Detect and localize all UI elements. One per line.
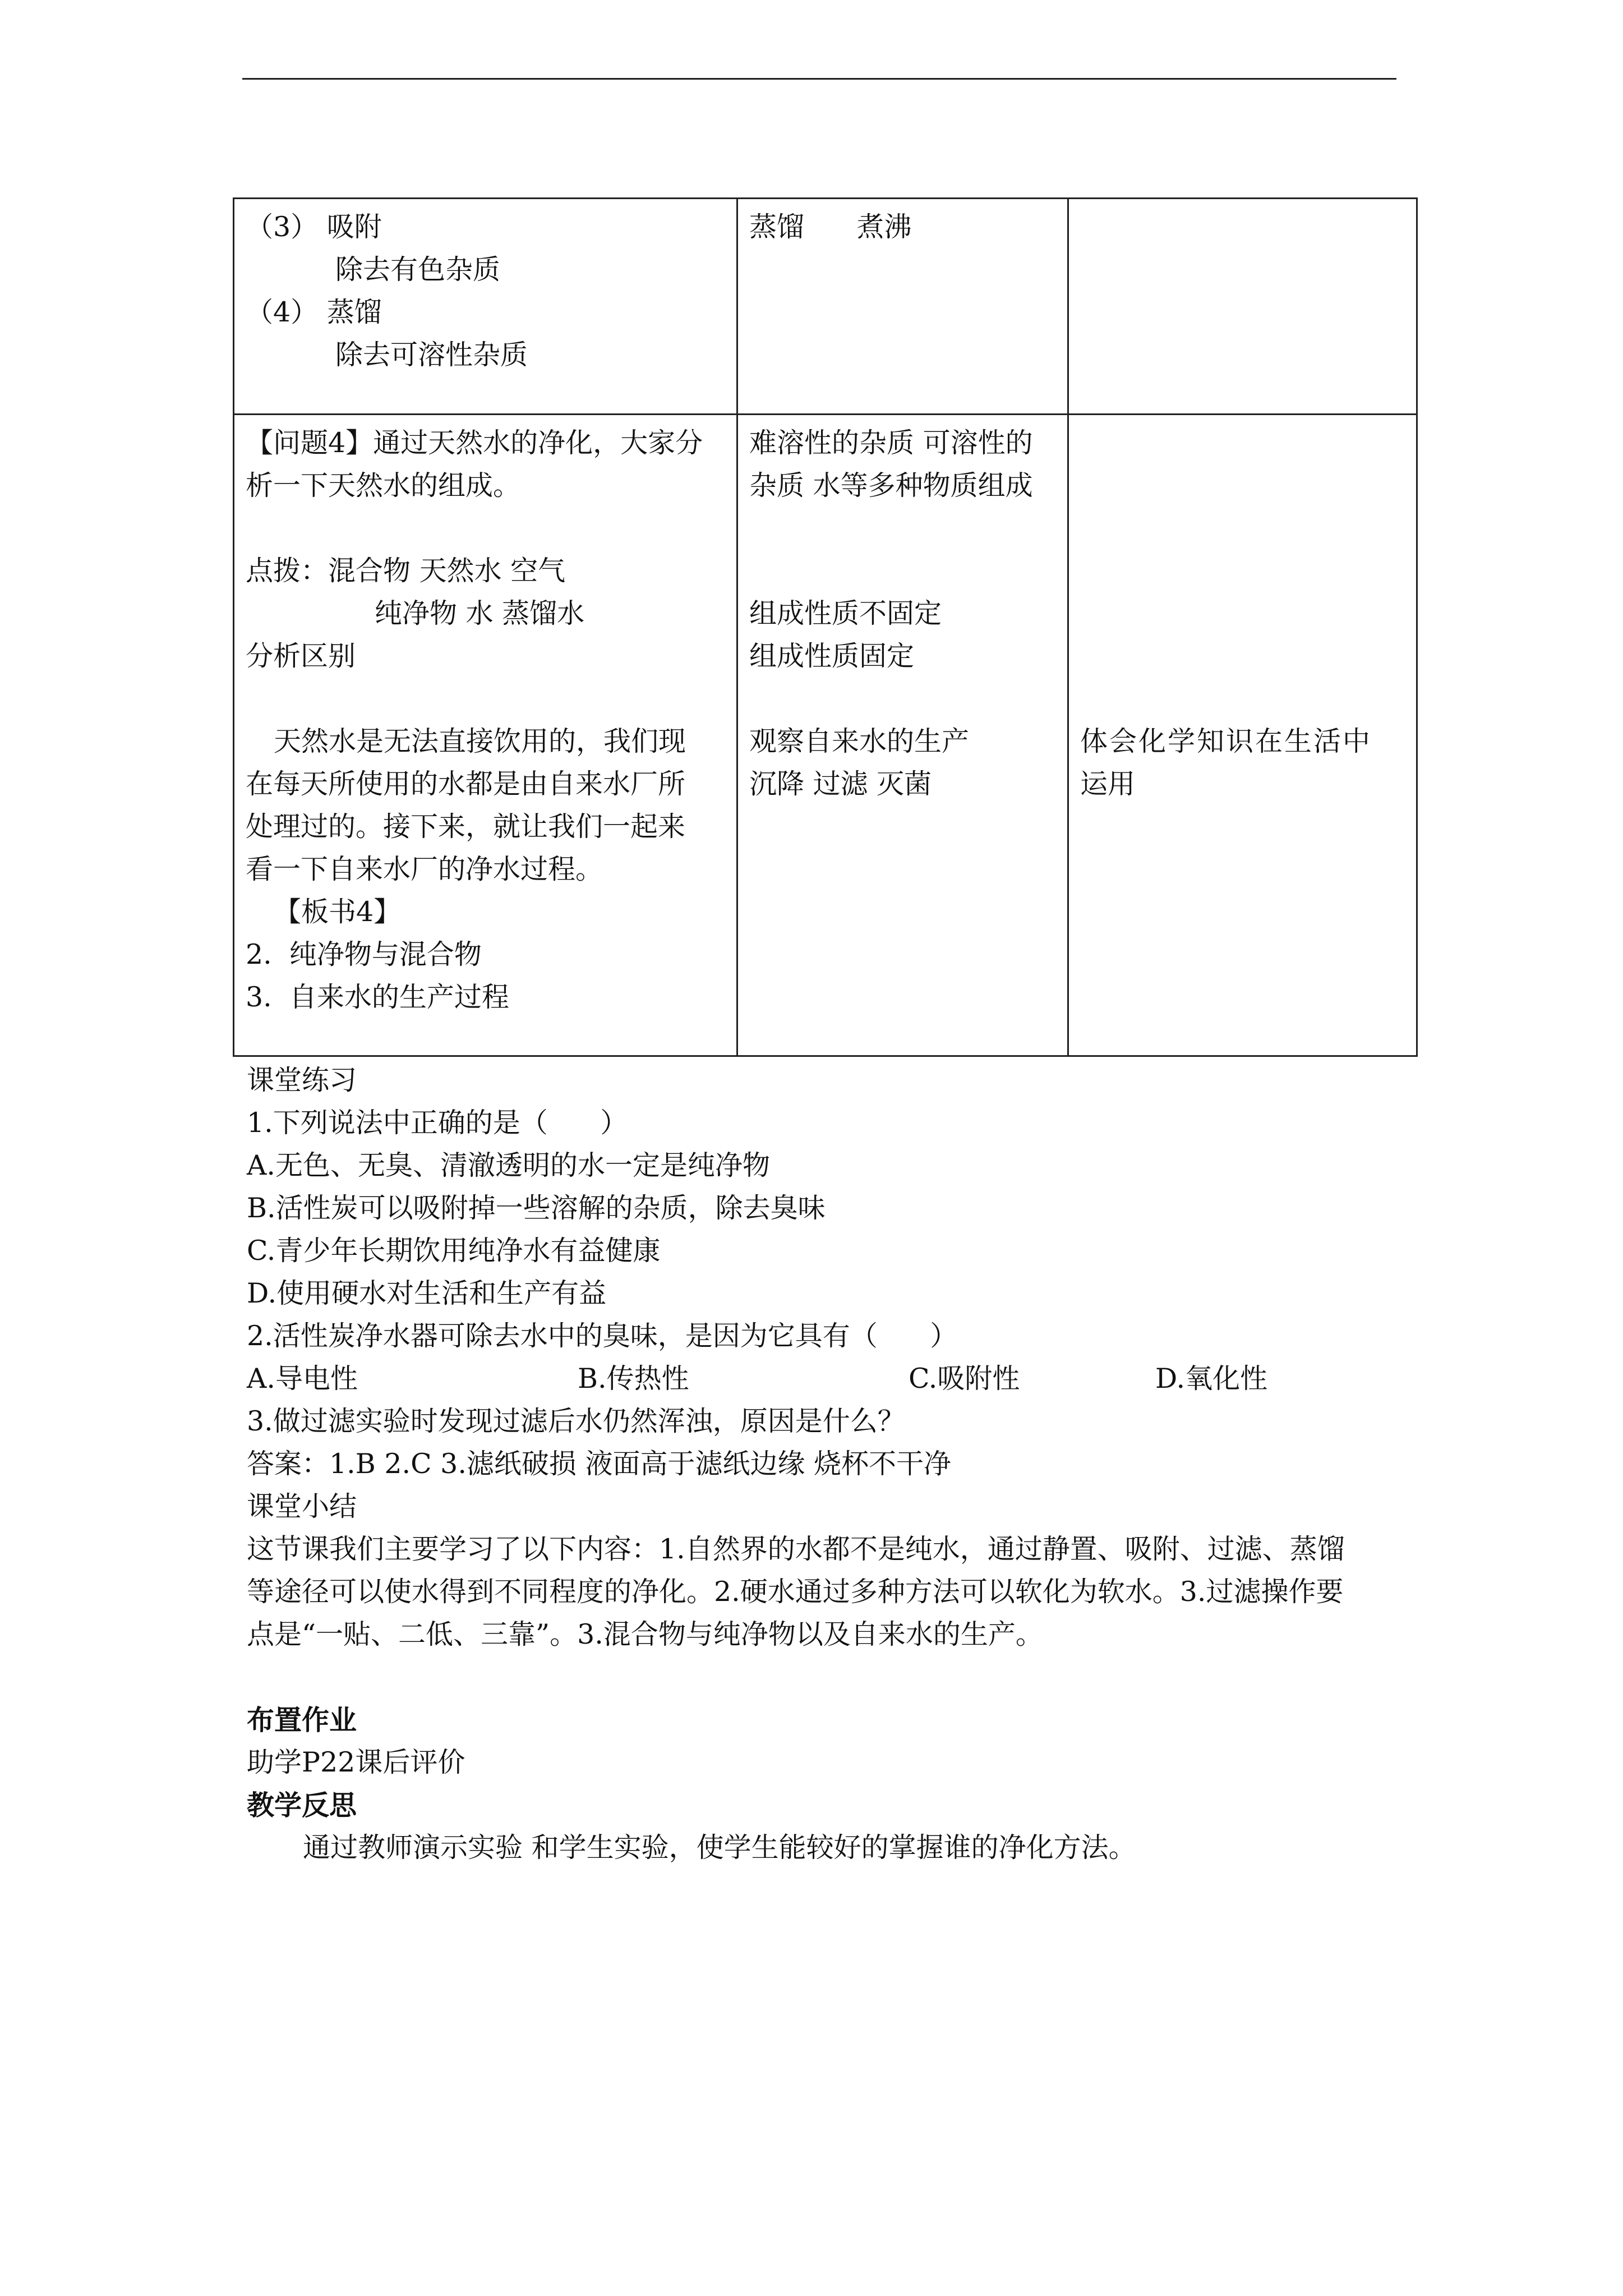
- hint-compare: 分析区别: [246, 640, 356, 672]
- tap-water-intro-4: 看一下自来水厂的净水过程。: [246, 853, 603, 885]
- lesson-body: [247, 1059, 1408, 1869]
- summary-line-1: 这节课我们主要学习了以下内容：1.自然界的水都不是纯水，通过静置、吸附、过滤、蒸馏: [247, 1533, 1345, 1565]
- design-intent-cell: [1068, 199, 1417, 415]
- board-item-3: 3. 自来水的生产过程: [246, 981, 509, 1013]
- homework-title: 布置作业: [247, 1704, 357, 1736]
- question-4: 【问题4】通过天然水的净化，大家分: [246, 427, 703, 459]
- composition-answer: 难溶性的杂质 可溶性的: [749, 427, 1033, 459]
- design-intent-cont: 运用: [1080, 768, 1136, 800]
- student-activity-cell: [737, 415, 1068, 1056]
- question-2-option-b: B.传热性: [578, 1363, 689, 1395]
- hint-pure: 纯净物 水 蒸馏水: [375, 597, 585, 629]
- step-adsorption: （3） 吸附: [246, 211, 382, 243]
- homework-text: 助学P22课后评价: [247, 1746, 465, 1778]
- tap-water-intro: 天然水是无法直接饮用的，我们现: [274, 725, 686, 757]
- reflection-title: 教学反思: [247, 1789, 357, 1821]
- question-1-option-d: D.使用硬水对生活和生产有益: [247, 1277, 607, 1309]
- step-distillation-purpose: 除去可溶性杂质: [335, 339, 528, 371]
- question-2-options: [247, 1358, 1408, 1400]
- board-item-2: 2. 纯净物与混合物: [246, 938, 482, 970]
- mixture-property: 组成性质不固定: [749, 597, 942, 629]
- teacher-activity-cell: [234, 415, 737, 1056]
- header-rule: [242, 78, 1396, 80]
- tap-water-intro-3: 处理过的。接下来，就让我们一起来: [246, 811, 686, 843]
- reflection-text: 通过教师演示实验 和学生实验，使学生能较好的掌握谁的净化方法。: [303, 1832, 1136, 1864]
- exercise-title: 课堂练习: [247, 1064, 357, 1096]
- question-1-option-b: B.活性炭可以吸附掉一些溶解的杂质，除去臭味: [247, 1192, 826, 1224]
- answer-key: 答案：1.B 2.C 3.滤纸破损 液面高于滤纸边缘 烧杯不干净: [247, 1448, 952, 1480]
- teacher-activity-cell: [234, 199, 737, 415]
- observe-tap-water: 观察自来水的生产: [749, 725, 970, 757]
- tap-water-intro-2: 在每天所使用的水都是由自来水厂所: [246, 768, 686, 800]
- hint-mixture: 点拨：混合物 天然水 空气: [246, 555, 566, 587]
- table-row: [234, 415, 1417, 1056]
- summary-line-3: 点是“一贴、二低、三靠”。3.混合物与纯净物以及自来水的生产。: [247, 1618, 1043, 1650]
- step-adsorption-purpose: 除去有色杂质: [335, 254, 501, 286]
- board-note-4: 【板书4】: [274, 896, 402, 928]
- question-2-option-c: C.吸附性: [909, 1363, 1020, 1395]
- table-row: [234, 199, 1417, 415]
- question-1: 1.下列说法中正确的是（ ）: [247, 1107, 628, 1139]
- question-3: 3.做过滤实验时发现过滤后水仍然浑浊，原因是什么？: [247, 1405, 905, 1437]
- design-intent: 体会化学知识在生活中: [1080, 725, 1372, 757]
- student-answer: 蒸馏 煮沸: [749, 211, 912, 243]
- question-2-option-d: D.氧化性: [1155, 1363, 1268, 1395]
- question-2-option-a: A.导电性: [247, 1363, 358, 1395]
- summary-title: 课堂小结: [247, 1490, 357, 1522]
- question-1-option-c: C.青少年长期饮用纯净水有益健康: [247, 1235, 661, 1267]
- step-distillation: （4） 蒸馏: [246, 296, 382, 328]
- question-4-cont: 析一下天然水的组成。: [246, 470, 521, 501]
- question-2: 2.活性炭净水器可除去水中的臭味，是因为它具有（ ）: [247, 1320, 958, 1352]
- pure-property: 组成性质固定: [749, 640, 915, 672]
- composition-answer-cont: 杂质 水等多种物质组成: [749, 470, 1033, 501]
- lesson-table: [233, 197, 1418, 1057]
- question-1-option-a: A.无色、无臭、清澈透明的水一定是纯净物: [247, 1149, 770, 1181]
- process-steps: 沉降 过滤 灭菌: [749, 768, 932, 800]
- design-intent-cell: [1068, 415, 1417, 1056]
- summary-line-2: 等途径可以使水得到不同程度的净化。2.硬水通过多种方法可以软化为软水。3.过滤操作要: [247, 1576, 1344, 1608]
- student-activity-cell: [737, 199, 1068, 415]
